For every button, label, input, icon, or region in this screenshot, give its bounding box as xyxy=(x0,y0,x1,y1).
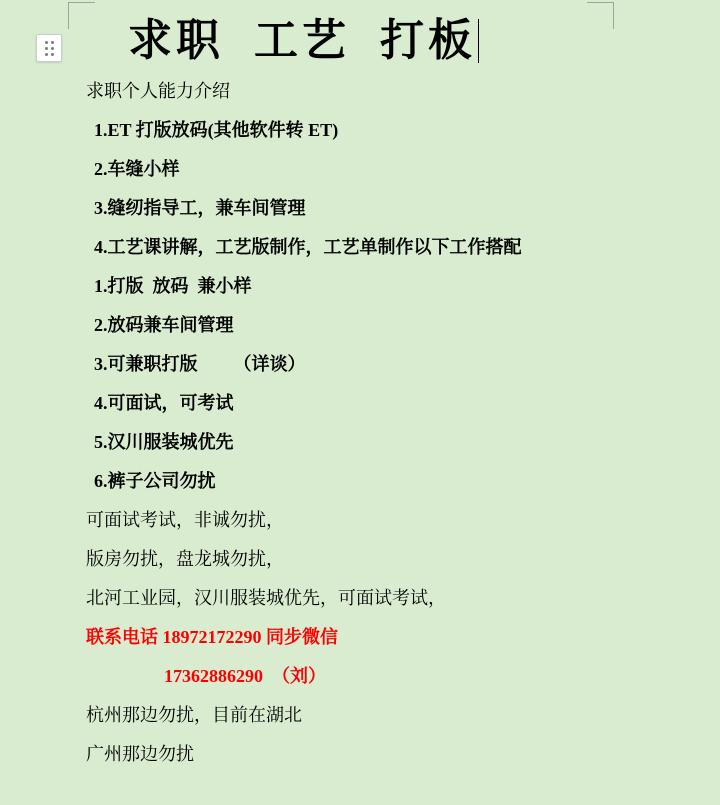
paragraph-line: 可面试考试，非诚勿扰， xyxy=(86,510,284,530)
paragraph-line: 广州那边勿扰 xyxy=(86,744,194,764)
paragraph-line: 2.车缝小样 xyxy=(94,159,180,179)
paragraph-line: 1.ET 打版放码(其他软件转 ET) xyxy=(94,120,339,140)
paragraph-line: 杭州那边勿扰，目前在湖北 xyxy=(86,705,302,725)
paragraph-line: 北河工业园，汉川服装城优先，可面试考试， xyxy=(86,588,446,608)
document-title-text: 求职 工艺 打板 xyxy=(128,16,476,65)
paragraph-line: 4.工艺课讲解，工艺版制作，工艺单制作以下工作搭配 xyxy=(94,237,522,257)
paragraph-line: 版房勿扰，盘龙城勿扰， xyxy=(86,549,284,569)
paragraph-line: 6.裤子公司勿扰 xyxy=(94,471,216,491)
text-cursor xyxy=(478,19,479,63)
paragraph-line: 1.打版 放码 兼小样 xyxy=(94,276,252,296)
contact-phone-line: 联系电话 18972172290 同步微信 xyxy=(86,627,338,647)
paragraph-line: 求职个人能力介绍 xyxy=(86,81,230,101)
paragraph-line: 5.汉川服装城优先 xyxy=(94,432,234,452)
paragraph-line: 2.放码兼车间管理 xyxy=(94,315,234,335)
contact-phone-line-secondary: 17362886290 （刘） xyxy=(164,666,326,686)
document-title xyxy=(0,10,720,72)
paragraph-line: 3.可兼职打版 （详谈） xyxy=(94,354,306,374)
paragraph-line: 3.缝纫指导工，兼车间管理 xyxy=(94,198,306,218)
paragraph-line: 4.可面试，可考试 xyxy=(94,393,234,413)
document-content xyxy=(0,72,720,774)
